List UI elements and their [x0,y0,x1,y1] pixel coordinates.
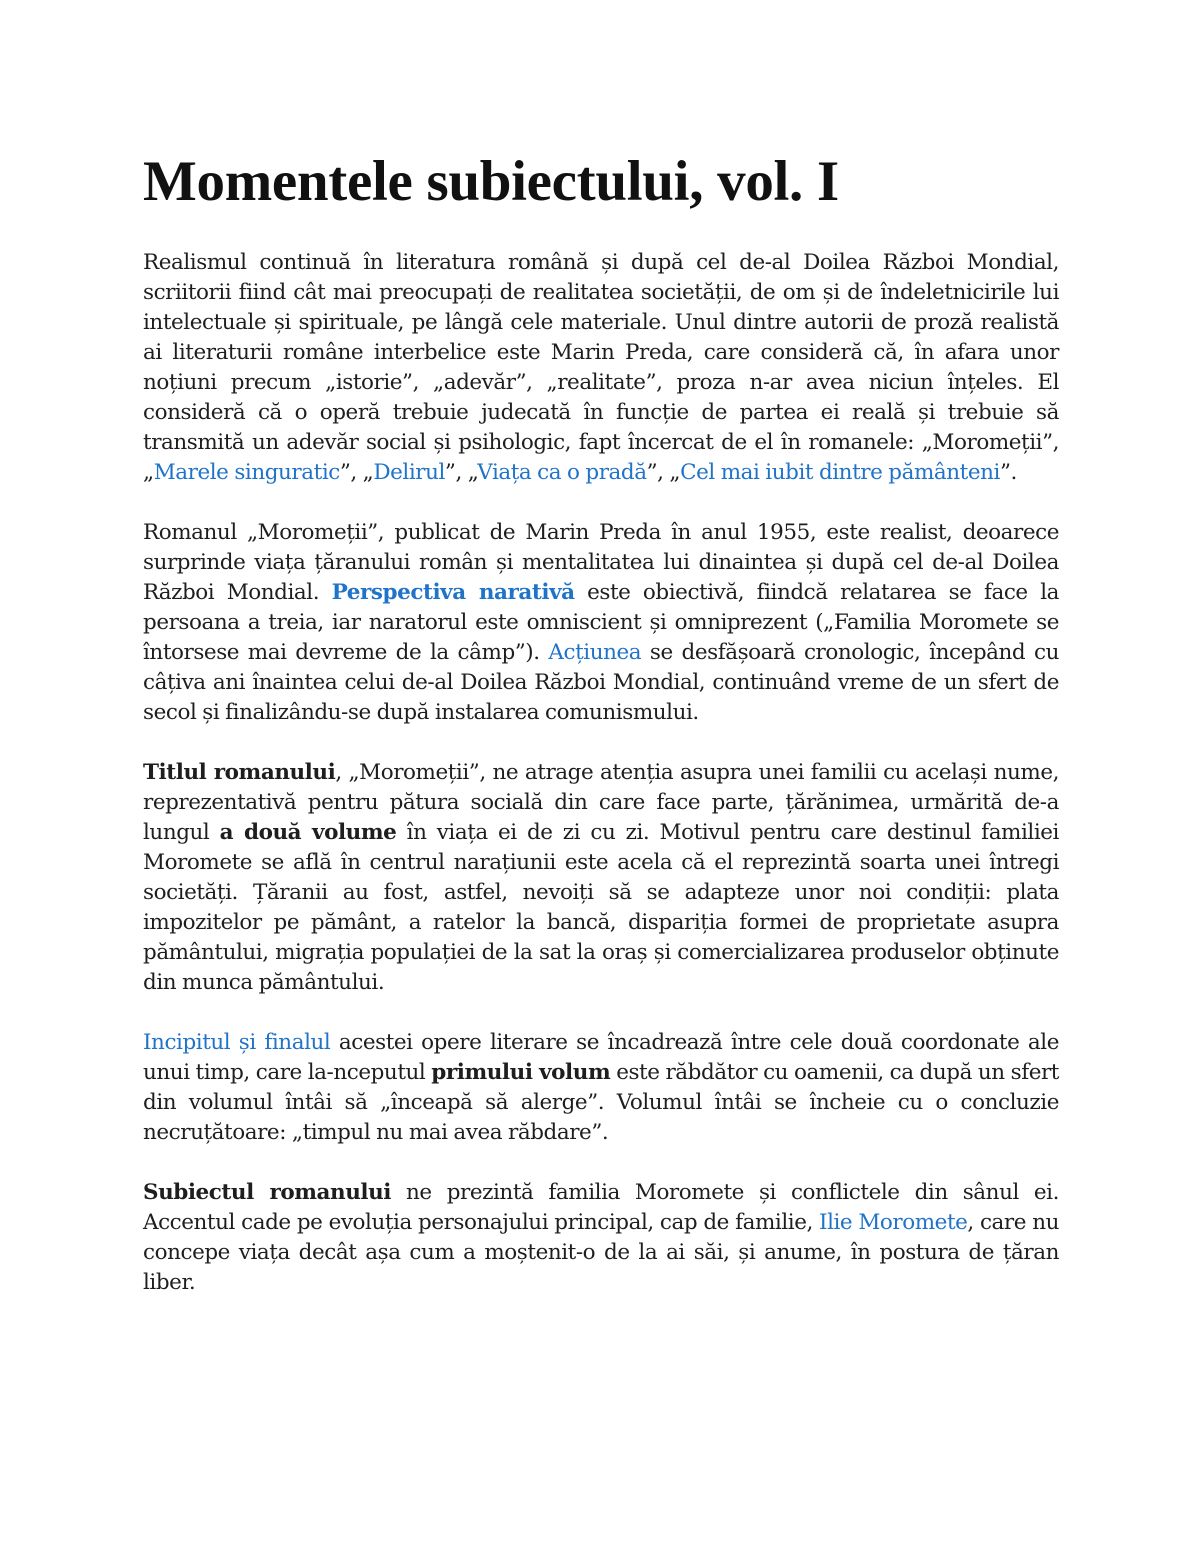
bold-text: Subiectul romanului [143,1180,392,1205]
paragraph-text: ”, „ [339,460,374,485]
link-actiunea[interactable]: Acțiunea [548,640,642,665]
link-incipitul-si-finalul[interactable]: Incipitul și finalul [143,1030,331,1055]
paragraph-text: ”, „ [646,460,681,485]
paragraph-intro [143,248,1059,488]
document-page [143,150,1059,1328]
paragraph-text: este obiectivă, fiindcă relatarea se face la persoana a treia, iar naratorul este omniscient și omniprezent („Familia Moromete se întorsese mai devreme de la câmp”). [143,580,1059,665]
paragraph-text: ”. [999,460,1017,485]
paragraph-text: ne prezintă familia Moromete și conflictele din sânul ei. Accentul cade pe evoluția personajului principal, cap de familie, [143,1180,1059,1235]
paragraph-text: este răbdător cu oamenii, ca după un sfert din volumul întâi să „înceapă să alerge”. Volumul întâi se încheie cu o concluzie necruțătoare: „timpul nu mai avea răbdare”. [143,1060,1059,1145]
bold-text: Titlul romanului [143,760,336,785]
paragraph-text: , „Moromeții”, ne atrage atenția asupra unei familii cu același nume, reprezentativă pentru pătura socială din care face parte, țărănimea, urmărită de-a lungul [143,760,1060,845]
link-viata-ca-o-prada[interactable]: Viața ca o pradă [477,460,647,485]
link-ilie-moromete[interactable]: Ilie Moromete [819,1210,968,1235]
paragraph-text: ”, „ [444,460,478,485]
page-title: Momentele subiectului, vol. I [143,150,839,213]
paragraph-text: în viața ei de zi cu zi. Motivul pentru care destinul familiei Moromete se află în centrul narațiunii este acela că el reprezintă soarta unei întregi societăți. Țăranii au fost, astfel, nevoiți să se adapteze unor noi condiții: plata impozitelor pe pământ, a ratelor la bancă, dispariția formei de proprietate asupra pământului, migrația populației de la sat la oraș și comercializarea produselor obținute din munca pământului. [143,820,1059,995]
link-perspectiva-narativa[interactable]: Perspectiva narativă [331,580,575,605]
link-cel-mai-iubit[interactable]: Cel mai iubit dintre pământeni [680,460,1000,485]
paragraph-incipit [143,1028,1059,1148]
paragraph-text: , care nu concepe viața decât așa cum a moștenit-o de la ai săi, și anume, în postura de țăran liber. [143,1210,1059,1295]
paragraph-romanul [143,518,1059,728]
paragraph-text: acestei opere literare se încadrează între cele două coordonate ale unui timp, care la-nceputul [143,1030,1060,1085]
bold-text: primului volum [431,1060,611,1085]
paragraph-text: Romanul „Moromeții”, publicat de Marin Preda în anul 1955, este realist, deoarece surprinde viața țăranului român și mentalitatea lui dinaintea și după cel de-al Doilea Război Mondial. [143,520,1059,605]
bold-text: a două volume [219,820,397,845]
paragraph-text: se desfășoară cronologic, începând cu câțiva ani înaintea celui de-al Doilea Război Mondial, continuând vreme de un sfert de secol și finalizându-se după instalarea comunismului. [143,640,1059,725]
paragraph-titlul [143,758,1059,998]
paragraph-text: Realismul continuă în literatura română și după cel de-al Doilea Război Mondial, scriitorii fiind cât mai preocupați de realitatea societății, de om și de îndeletnicirile lui intelectuale și spirituale, pe lângă cele materiale. Unul dintre autorii de proză realistă ai literaturii române interbelice este Marin Preda, care consideră că, în afara unor noțiuni precum „istorie”, „adevăr”, „realitate”, proza n-ar avea niciun înțeles. El consideră că o operă trebuie judecată în funcție de partea ei reală și trebuie să transmită un adevăr social și psihologic, fapt încercat de el în romanele: „Moromeții”, „ [143,250,1059,485]
link-delirul[interactable]: Delirul [373,460,445,485]
link-marele-singuratic[interactable]: Marele singuratic [153,460,340,485]
paragraph-subiectul [143,1178,1059,1298]
